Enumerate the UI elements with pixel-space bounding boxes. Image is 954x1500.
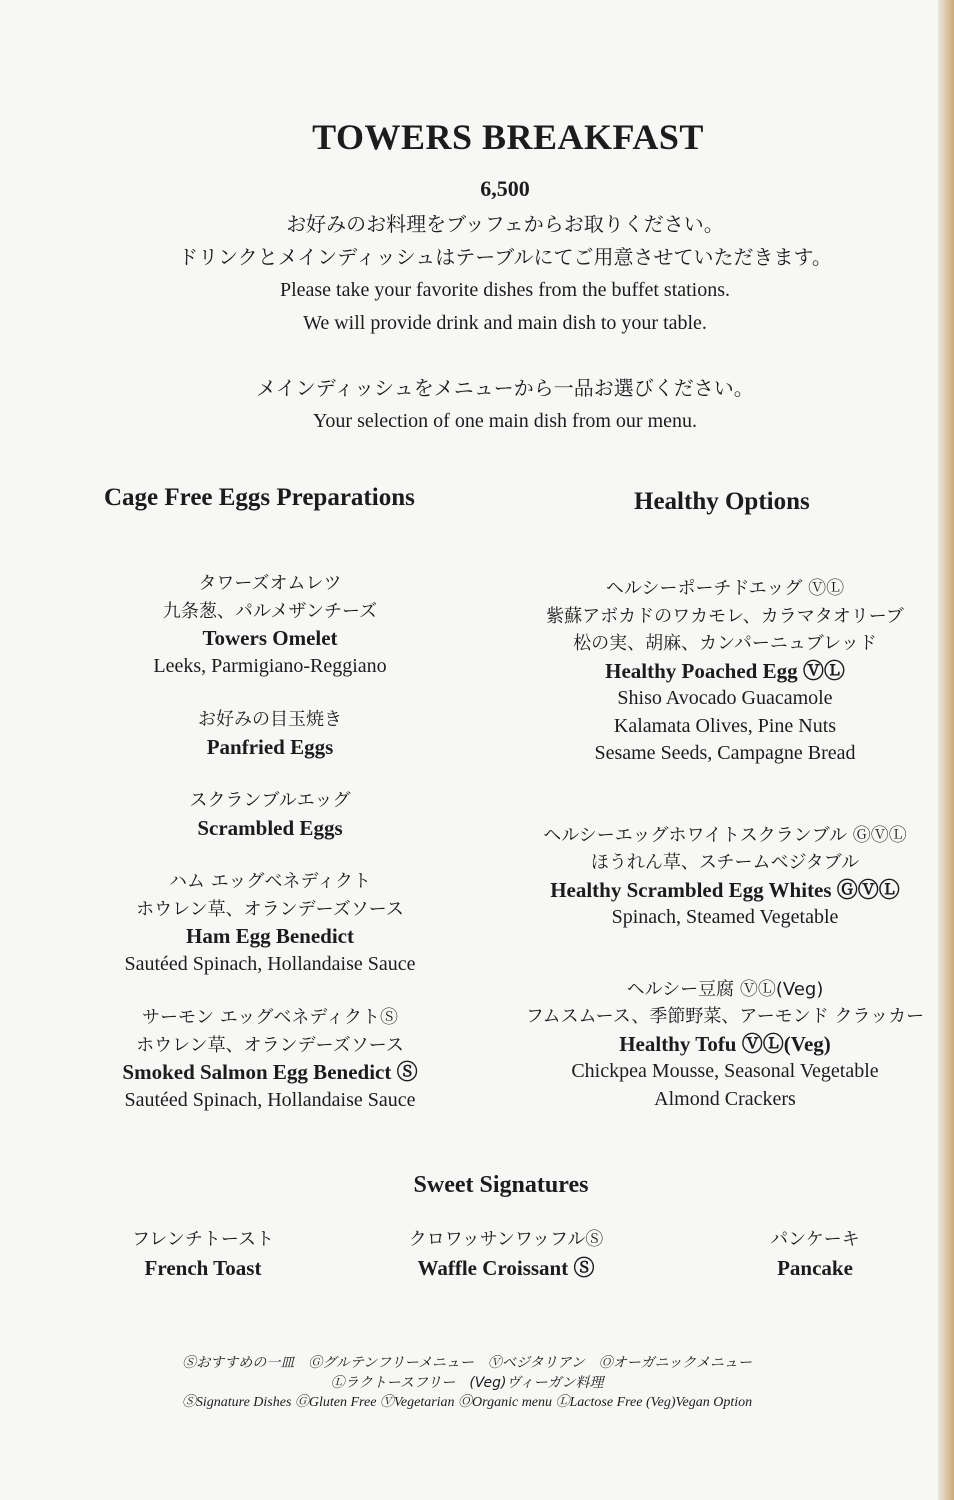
dish-ja-name: フレンチトースト	[132, 1229, 274, 1250]
menu-item-healthy-tofu	[510, 976, 940, 1114]
dish-ja-desc: ホウレン草、オランデーズソース	[136, 1034, 404, 1056]
dish-ja-name: ハム エッグベネディクト	[169, 871, 371, 892]
dish-en-desc: Chickpea Mousse, Seasonal Vegetable	[571, 1060, 879, 1082]
menu-item-waffle-croissant	[376, 1226, 636, 1282]
eggs-column	[80, 570, 460, 1140]
dish-ja-name: ヘルシー豆腐 ⓋⓁ(Veg)	[626, 978, 824, 1000]
dish-en-name: Smoked Salmon Egg Benedict Ⓢ	[122, 1060, 418, 1084]
dish-ja-name: クロワッサンワッフルⓈ	[408, 1229, 604, 1250]
sweet-heading: Sweet Signatures	[413, 1172, 589, 1198]
legend-line-ja-1: Ⓢおすすめの一皿 Ⓖグルテンフリーメニュー Ⓥベジタリアン Ⓞオーガニックメニュー	[182, 1355, 752, 1371]
dish-ja-name: タワーズオムレツ	[198, 573, 342, 594]
intro-ja-2: ドリンクとメインディッシュはテーブルにてご用意させていただきます。	[178, 245, 832, 269]
select-ja: メインディッシュをメニューから一品お選びください。	[256, 376, 754, 400]
intro-block	[0, 208, 954, 340]
menu-item-pancake	[720, 1226, 910, 1282]
dish-ja-name: お好みの目玉焼き	[198, 709, 342, 730]
menu-price: 6,500	[480, 176, 530, 201]
menu-item-scrambled-eggs	[80, 787, 460, 842]
allergen-legend	[0, 1353, 934, 1413]
dish-ja-desc: 九条葱、パルメザンチーズ	[162, 600, 378, 622]
legend-line-en: ⓈSignature Dishes ⒼGluten Free ⓋVegetarian ⓄOrganic menu ⓁLactose Free (Veg)Vegan Option	[181, 1395, 753, 1410]
dish-en-desc: Sautéed Spinach, Hollandaise Sauce	[124, 1088, 416, 1111]
eggs-heading: Cage Free Eggs Preparations	[104, 484, 415, 511]
dish-ja-desc: ほうれん草、スチームベジタブル	[590, 852, 860, 873]
dish-en-name: Ham Egg Benedict	[186, 924, 354, 948]
dish-ja-desc: 松の実、胡麻、カンパーニュブレッド	[573, 633, 877, 654]
dish-en-name: Waffle Croissant Ⓢ	[417, 1256, 595, 1280]
menu-item-panfried-eggs	[80, 706, 460, 761]
dish-en-name: French Toast	[144, 1256, 262, 1280]
dish-en-desc: Sautéed Spinach, Hollandaise Sauce	[124, 952, 416, 975]
healthy-column	[510, 575, 940, 1139]
dish-en-desc: Almond Crackers	[654, 1087, 796, 1110]
dish-ja-name: パンケーキ	[770, 1229, 860, 1250]
dish-ja-desc: フムスムース、季節野菜、アーモンド クラッカー	[525, 1006, 925, 1027]
menu-item-french-toast	[90, 1226, 316, 1282]
dish-en-desc: Shiso Avocado Guacamole	[617, 687, 833, 709]
dish-en-name: Healthy Tofu ⓋⓁ(Veg)	[619, 1031, 831, 1056]
dish-ja-name: ヘルシーポーチドエッグ ⓋⓁ	[605, 578, 845, 599]
menu-item-towers-omelet	[80, 570, 460, 680]
dish-ja-name: ヘルシーエッグホワイトスクランブル ⒼⓋⓁ	[543, 824, 907, 846]
intro-ja-1: お好みのお料理をブッフェからお取りください。	[286, 212, 724, 236]
intro-en-2: We will provide drink and main dish to your table.	[303, 312, 707, 334]
dish-en-name: Panfried Eggs	[206, 734, 334, 759]
menu-item-smoked-salmon-benedict	[80, 1004, 460, 1114]
dish-ja-desc: 紫蘇アボカドのワカモレ、カラマタオリーブ	[546, 605, 904, 627]
dish-en-name: Healthy Scrambled Egg Whites ⒼⓋⓁ	[550, 877, 900, 902]
dish-en-desc: Kalamata Olives, Pine Nuts	[613, 714, 837, 737]
menu-item-ham-egg-benedict	[80, 868, 460, 978]
menu-item-healthy-egg-whites	[510, 822, 940, 932]
dish-en-desc: Spinach, Steamed Vegetable	[611, 906, 839, 928]
dish-en-name: Healthy Poached Egg ⓋⓁ	[605, 658, 845, 683]
dish-en-desc: Leeks, Parmigiano-Reggiano	[153, 654, 387, 677]
menu-title: TOWERS BREAKFAST	[312, 117, 704, 157]
dish-ja-name: スクランブルエッグ	[189, 790, 351, 811]
healthy-heading: Healthy Options	[634, 488, 810, 515]
select-en: Your selection of one main dish from our menu.	[312, 410, 698, 432]
legend-line-ja-2: Ⓛラクトースフリー (Veg)ヴィーガン料理	[330, 1375, 604, 1391]
dish-en-desc: Sesame Seeds, Campagne Bread	[594, 742, 856, 764]
dish-ja-name: サーモン エッグベネディクトⓈ	[142, 1007, 398, 1028]
dish-ja-desc: ホウレン草、オランデーズソース	[136, 898, 404, 920]
intro-en-1: Please take your favorite dishes from the buffet stations.	[279, 279, 731, 301]
dish-en-name: Towers Omelet	[202, 626, 338, 650]
menu-item-healthy-poached-egg	[510, 575, 940, 768]
dish-en-name: Pancake	[777, 1256, 853, 1280]
selection-block	[0, 372, 954, 438]
dish-en-name: Scrambled Eggs	[197, 815, 343, 840]
